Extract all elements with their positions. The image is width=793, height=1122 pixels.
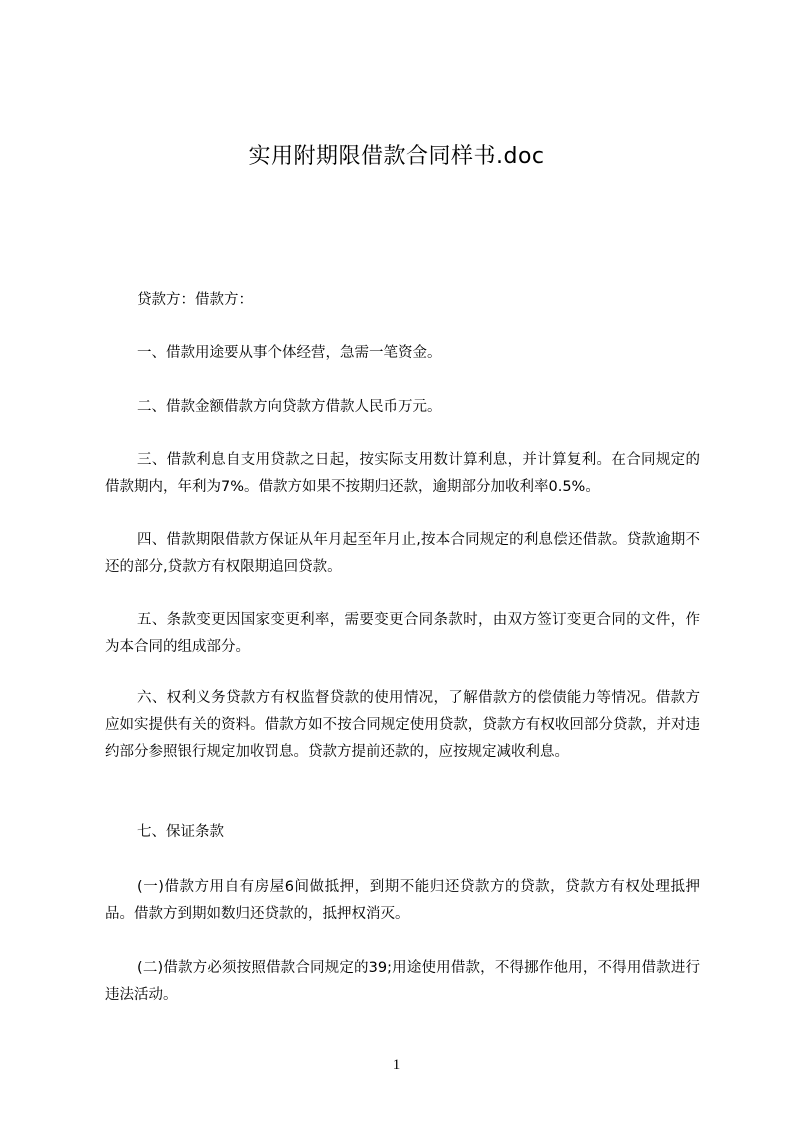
loan-amount-paragraph: 二、借款金额借款方向贷款方借款人民币万元。	[137, 399, 442, 415]
loan-term-paragraph: 四、借款期限借款方保证从年月起至年月止,按本合同规定的利息偿还借款。贷款逾期不还的部分,贷款方有权限期追回贷款。	[105, 532, 700, 575]
rights-obligations-paragraph: 六、权利义务贷款方有权监督贷款的使用情况，了解借款方的偿债能力等情况。借款方应如实提供有关的资料。借款方如不按合同规定使用贷款，贷款方有权收回部分贷款，并对违约部分参照银行规定加收罚息。贷款方提前还款的，应按规定减收利息。	[105, 690, 700, 760]
usage-restriction-paragraph: (二)借款方必须按照借款合同规定的39;用途使用借款，不得挪作他用，不得用借款进行违法活动。	[105, 960, 700, 1003]
page-number: 1	[392, 1057, 401, 1073]
loan-purpose-paragraph: 一、借款用途要从事个体经营，急需一笔资金。	[137, 345, 442, 361]
loan-interest-paragraph: 三、借款利息自支用贷款之日起，按实际支用数计算利息，并计算复利。在合同规定的借款期内，年利为7%。借款方如果不按期归还款，逾期部分加收利率0.5%。	[105, 452, 700, 495]
guarantee-heading: 七、保证条款	[137, 824, 224, 840]
clause-change-paragraph: 五、条款变更因国家变更利率，需要变更合同条款时，由双方签订变更合同的文件，作为本合同的组成部分。	[105, 612, 700, 655]
mortgage-paragraph: (一)借款方用自有房屋6间做抵押，到期不能归还贷款方的贷款，贷款方有权处理抵押品。借款方到期如数归还贷款的，抵押权消灭。	[105, 879, 700, 922]
parties-paragraph: 贷款方：借款方：	[137, 292, 253, 308]
document-title: 实用附期限借款合同样书.doc	[248, 144, 545, 169]
